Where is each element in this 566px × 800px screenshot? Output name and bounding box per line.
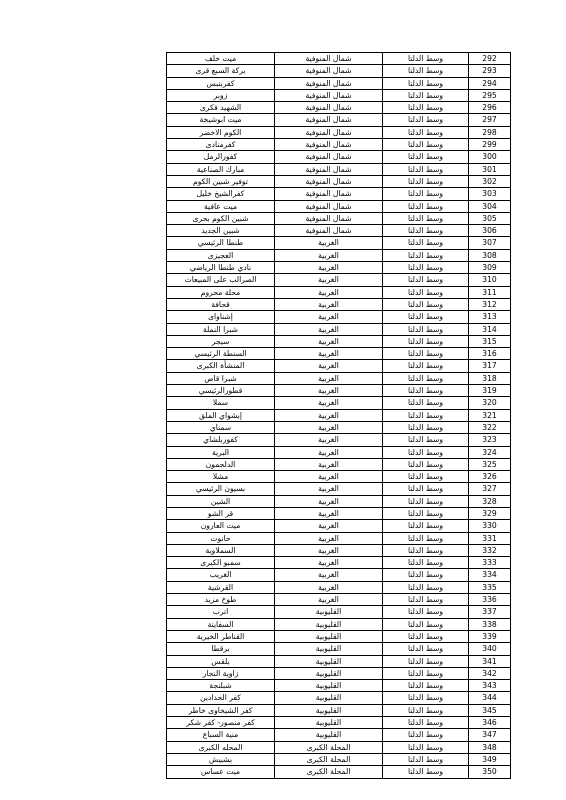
row-number-cell: 334 (469, 569, 511, 581)
row-number-cell: 314 (469, 323, 511, 335)
governorate-cell: الغربية (275, 323, 383, 335)
governorate-cell: القليوبية (275, 692, 383, 704)
region-cell: وسط الدلتا (383, 323, 469, 335)
region-cell: وسط الدلتا (383, 348, 469, 360)
center-name-cell: كفرمنادى (167, 139, 275, 151)
center-name-cell: حانوت (167, 532, 275, 544)
table-row (167, 237, 511, 249)
region-cell: وسط الدلتا (383, 65, 469, 77)
governorate-cell: الغربية (275, 483, 383, 495)
center-name-cell: مبارك الصناعية (167, 163, 275, 175)
governorate-cell: القليوبية (275, 655, 383, 667)
governorate-cell: الغربية (275, 286, 383, 298)
center-name-cell: شبرا النملة (167, 323, 275, 335)
region-cell: وسط الدلتا (383, 114, 469, 126)
region-cell: وسط الدلتا (383, 507, 469, 519)
region-cell: وسط الدلتا (383, 274, 469, 286)
governorate-cell: الغربية (275, 298, 383, 310)
governorate-cell: المحلة الكبرى (275, 741, 383, 753)
table-row (167, 397, 511, 409)
region-cell: وسط الدلتا (383, 581, 469, 593)
governorate-cell: الغربية (275, 335, 383, 347)
center-name-cell: شبلنجة (167, 680, 275, 692)
table-row (167, 163, 511, 175)
governorate-cell: شمال المنوفية (275, 175, 383, 187)
governorate-cell: الغربية (275, 446, 383, 458)
table-row (167, 175, 511, 187)
governorate-cell: شمال المنوفية (275, 163, 383, 175)
governorate-cell: القليوبية (275, 680, 383, 692)
row-number-cell: 329 (469, 507, 511, 519)
region-cell: وسط الدلتا (383, 397, 469, 409)
governorate-cell: شمال المنوفية (275, 65, 383, 77)
row-number-cell: 337 (469, 606, 511, 618)
center-name-cell: المنشأة الكبرى (167, 360, 275, 372)
row-number-cell: 293 (469, 65, 511, 77)
table-row (167, 102, 511, 114)
governorate-cell: الغربية (275, 458, 383, 470)
governorate-cell: شمال المنوفية (275, 139, 383, 151)
governorate-cell: الغربية (275, 397, 383, 409)
table-row (167, 704, 511, 716)
region-cell: وسط الدلتا (383, 237, 469, 249)
region-cell: وسط الدلتا (383, 409, 469, 421)
center-name-cell: الكوم الاخضر (167, 126, 275, 138)
table-row (167, 200, 511, 212)
row-number-cell: 300 (469, 151, 511, 163)
table-row (167, 741, 511, 753)
region-cell: وسط الدلتا (383, 569, 469, 581)
center-name-cell: بلقس (167, 655, 275, 667)
table-row (167, 139, 511, 151)
row-number-cell: 302 (469, 175, 511, 187)
governorate-cell: الغربية (275, 360, 383, 372)
region-cell: وسط الدلتا (383, 704, 469, 716)
table-row (167, 409, 511, 421)
center-name-cell: بركة السبع قرى (167, 65, 275, 77)
region-cell: وسط الدلتا (383, 667, 469, 679)
row-number-cell: 309 (469, 262, 511, 274)
center-name-cell: كفر الحدادين (167, 692, 275, 704)
center-name-cell: ميت العارون (167, 520, 275, 532)
region-cell: وسط الدلتا (383, 544, 469, 556)
region-cell: وسط الدلتا (383, 753, 469, 765)
governorate-cell: شمال المنوفية (275, 212, 383, 224)
governorate-cell: الغربية (275, 348, 383, 360)
region-cell: وسط الدلتا (383, 139, 469, 151)
center-name-cell: المحله الكبرى (167, 741, 275, 753)
region-cell: وسط الدلتا (383, 655, 469, 667)
table-row (167, 458, 511, 470)
row-number-cell: 297 (469, 114, 511, 126)
row-number-cell: 348 (469, 741, 511, 753)
table-row (167, 766, 511, 778)
region-cell: وسط الدلتا (383, 225, 469, 237)
center-name-cell: بسيون الرئيسي (167, 483, 275, 495)
row-number-cell: 344 (469, 692, 511, 704)
center-name-cell: اترب (167, 606, 275, 618)
table-row (167, 667, 511, 679)
table-row (167, 212, 511, 224)
row-number-cell: 326 (469, 471, 511, 483)
center-name-cell: مشلا (167, 471, 275, 483)
governorate-cell: القليوبية (275, 704, 383, 716)
row-number-cell: 333 (469, 557, 511, 569)
table-row (167, 225, 511, 237)
governorate-cell: الغربية (275, 274, 383, 286)
row-number-cell: 294 (469, 77, 511, 89)
region-cell: وسط الدلتا (383, 471, 469, 483)
table-row (167, 385, 511, 397)
center-name-cell: بشبيش (167, 753, 275, 765)
center-name-cell: سيجر (167, 335, 275, 347)
center-name-cell: منية السباع (167, 729, 275, 741)
governorate-cell: الغربية (275, 249, 383, 261)
row-number-cell: 316 (469, 348, 511, 360)
center-name-cell: قر الشو (167, 507, 275, 519)
centers-table (166, 52, 511, 779)
region-cell: وسط الدلتا (383, 286, 469, 298)
row-number-cell: 306 (469, 225, 511, 237)
region-cell: وسط الدلتا (383, 766, 469, 778)
governorate-cell: القليوبية (275, 618, 383, 630)
table-row (167, 348, 511, 360)
region-cell: وسط الدلتا (383, 741, 469, 753)
row-number-cell: 311 (469, 286, 511, 298)
governorate-cell: القليوبية (275, 643, 383, 655)
region-cell: وسط الدلتا (383, 372, 469, 384)
governorate-cell: القليوبية (275, 717, 383, 729)
center-name-cell: برقطا (167, 643, 275, 655)
table-row (167, 569, 511, 581)
row-number-cell: 342 (469, 667, 511, 679)
table-row (167, 692, 511, 704)
region-cell: وسط الدلتا (383, 249, 469, 261)
region-cell: وسط الدلتا (383, 717, 469, 729)
table-row (167, 717, 511, 729)
row-number-cell: 312 (469, 298, 511, 310)
region-cell: وسط الدلتا (383, 175, 469, 187)
region-cell: وسط الدلتا (383, 77, 469, 89)
governorate-cell: المحلة الكبرى (275, 766, 383, 778)
table-row (167, 311, 511, 323)
row-number-cell: 305 (469, 212, 511, 224)
row-number-cell: 323 (469, 434, 511, 446)
row-number-cell: 325 (469, 458, 511, 470)
table-row (167, 65, 511, 77)
table-row (167, 335, 511, 347)
row-number-cell: 340 (469, 643, 511, 655)
region-cell: وسط الدلتا (383, 434, 469, 446)
governorate-cell: القليوبية (275, 667, 383, 679)
governorate-cell: الغربية (275, 434, 383, 446)
row-number-cell: 321 (469, 409, 511, 421)
region-cell: وسط الدلتا (383, 421, 469, 433)
region-cell: وسط الدلتا (383, 618, 469, 630)
table-row (167, 286, 511, 298)
centers-table-body (167, 53, 511, 779)
table-row (167, 298, 511, 310)
table-row (167, 77, 511, 89)
region-cell: وسط الدلتا (383, 680, 469, 692)
row-number-cell: 319 (469, 385, 511, 397)
governorate-cell: المحلة الكبرى (275, 753, 383, 765)
region-cell: وسط الدلتا (383, 606, 469, 618)
region-cell: وسط الدلتا (383, 458, 469, 470)
center-name-cell: سمناي (167, 421, 275, 433)
center-name-cell: كفر منصور- كفر شكر (167, 717, 275, 729)
center-name-cell: إبشواي الملق (167, 409, 275, 421)
table-row (167, 53, 511, 65)
row-number-cell: 345 (469, 704, 511, 716)
center-name-cell: كفربتبس (167, 77, 275, 89)
row-number-cell: 308 (469, 249, 511, 261)
governorate-cell: شمال المنوفية (275, 151, 383, 163)
table-row (167, 188, 511, 200)
table-row (167, 520, 511, 532)
center-name-cell: ميت خلف (167, 53, 275, 65)
center-name-cell: توفير شبين الكوم (167, 175, 275, 187)
center-name-cell: ميت ابوشيخة (167, 114, 275, 126)
row-number-cell: 350 (469, 766, 511, 778)
row-number-cell: 296 (469, 102, 511, 114)
center-name-cell: السنطة الرئيسي (167, 348, 275, 360)
row-number-cell: 336 (469, 594, 511, 606)
governorate-cell: الغربية (275, 581, 383, 593)
row-number-cell: 335 (469, 581, 511, 593)
region-cell: وسط الدلتا (383, 212, 469, 224)
table-row (167, 630, 511, 642)
center-name-cell: قطورالرئيسي (167, 385, 275, 397)
center-name-cell: سمبو الكبرى (167, 557, 275, 569)
center-name-cell: الصرالب على المبيعات (167, 274, 275, 286)
center-name-cell: طوخ مزيد (167, 594, 275, 606)
table-row (167, 323, 511, 335)
row-number-cell: 317 (469, 360, 511, 372)
center-name-cell: شبين الجديد (167, 225, 275, 237)
table-row (167, 372, 511, 384)
row-number-cell: 347 (469, 729, 511, 741)
region-cell: وسط الدلتا (383, 692, 469, 704)
governorate-cell: الغربية (275, 544, 383, 556)
table-row (167, 507, 511, 519)
center-name-cell: القناطر الخيرية (167, 630, 275, 642)
table-row (167, 655, 511, 667)
governorate-cell: شمال المنوفية (275, 126, 383, 138)
governorate-cell: القليوبية (275, 729, 383, 741)
row-number-cell: 339 (469, 630, 511, 642)
center-name-cell: الدلجمون (167, 458, 275, 470)
row-number-cell: 304 (469, 200, 511, 212)
table-row (167, 434, 511, 446)
governorate-cell: الغربية (275, 372, 383, 384)
center-name-cell: الغريب (167, 569, 275, 581)
table-row (167, 114, 511, 126)
governorate-cell: شمال المنوفية (275, 225, 383, 237)
table-row (167, 729, 511, 741)
governorate-cell: الغربية (275, 421, 383, 433)
region-cell: وسط الدلتا (383, 151, 469, 163)
table-row (167, 618, 511, 630)
row-number-cell: 292 (469, 53, 511, 65)
governorate-cell: الغربية (275, 594, 383, 606)
region-cell: وسط الدلتا (383, 729, 469, 741)
center-name-cell: الشهيد فكرى (167, 102, 275, 114)
table-row (167, 532, 511, 544)
row-number-cell: 346 (469, 717, 511, 729)
center-name-cell: الشين (167, 495, 275, 507)
governorate-cell: شمال المنوفية (275, 102, 383, 114)
region-cell: وسط الدلتا (383, 360, 469, 372)
center-name-cell: سملا (167, 397, 275, 409)
row-number-cell: 343 (469, 680, 511, 692)
center-name-cell: كفر الشيخاوى خاطر (167, 704, 275, 716)
region-cell: وسط الدلتا (383, 311, 469, 323)
row-number-cell: 318 (469, 372, 511, 384)
center-name-cell: طنطا الرئيسي (167, 237, 275, 249)
table-row (167, 483, 511, 495)
row-number-cell: 315 (469, 335, 511, 347)
governorate-cell: شمال المنوفية (275, 188, 383, 200)
governorate-cell: شمال المنوفية (275, 53, 383, 65)
region-cell: وسط الدلتا (383, 298, 469, 310)
table-row (167, 606, 511, 618)
region-cell: وسط الدلتا (383, 495, 469, 507)
center-name-cell: زوبر (167, 89, 275, 101)
row-number-cell: 299 (469, 139, 511, 151)
table-row (167, 360, 511, 372)
governorate-cell: الغربية (275, 507, 383, 519)
table-row (167, 151, 511, 163)
table-row (167, 262, 511, 274)
region-cell: وسط الدلتا (383, 520, 469, 532)
governorate-cell: الغربية (275, 409, 383, 421)
region-cell: وسط الدلتا (383, 446, 469, 458)
row-number-cell: 327 (469, 483, 511, 495)
table-row (167, 126, 511, 138)
governorate-cell: القليوبية (275, 606, 383, 618)
region-cell: وسط الدلتا (383, 335, 469, 347)
row-number-cell: 331 (469, 532, 511, 544)
governorate-cell: شمال المنوفية (275, 77, 383, 89)
row-number-cell: 320 (469, 397, 511, 409)
row-number-cell: 328 (469, 495, 511, 507)
governorate-cell: الغربية (275, 520, 383, 532)
governorate-cell: الغربية (275, 471, 383, 483)
table-row (167, 89, 511, 101)
table-row (167, 274, 511, 286)
governorate-cell: الغربية (275, 385, 383, 397)
governorate-cell: شمال المنوفية (275, 200, 383, 212)
center-name-cell: القرشية (167, 581, 275, 593)
center-name-cell: ميت عساس (167, 766, 275, 778)
table-row (167, 446, 511, 458)
governorate-cell: شمال المنوفية (275, 89, 383, 101)
center-name-cell: السملاوية (167, 544, 275, 556)
center-name-cell: ميت عافية (167, 200, 275, 212)
governorate-cell: الغربية (275, 532, 383, 544)
row-number-cell: 310 (469, 274, 511, 286)
row-number-cell: 349 (469, 753, 511, 765)
center-name-cell: العجيزى (167, 249, 275, 261)
region-cell: وسط الدلتا (383, 483, 469, 495)
region-cell: وسط الدلتا (383, 126, 469, 138)
region-cell: وسط الدلتا (383, 630, 469, 642)
region-cell: وسط الدلتا (383, 262, 469, 274)
region-cell: وسط الدلتا (383, 532, 469, 544)
region-cell: وسط الدلتا (383, 163, 469, 175)
center-name-cell: نادي طنطا الرياضي (167, 262, 275, 274)
table-row (167, 249, 511, 261)
governorate-cell: الغربية (275, 495, 383, 507)
row-number-cell: 303 (469, 188, 511, 200)
center-name-cell: كفرالشيخ خليل (167, 188, 275, 200)
center-name-cell: شبين الكوم بحرى (167, 212, 275, 224)
table-row (167, 471, 511, 483)
table-row (167, 594, 511, 606)
region-cell: وسط الدلتا (383, 385, 469, 397)
center-name-cell: كفوربلشاي (167, 434, 275, 446)
center-name-cell: السفاينة (167, 618, 275, 630)
region-cell: وسط الدلتا (383, 102, 469, 114)
table-row (167, 557, 511, 569)
governorate-cell: الغربية (275, 311, 383, 323)
region-cell: وسط الدلتا (383, 643, 469, 655)
table-row (167, 581, 511, 593)
row-number-cell: 301 (469, 163, 511, 175)
center-name-cell: زاوية النجار (167, 667, 275, 679)
region-cell: وسط الدلتا (383, 594, 469, 606)
table-row (167, 495, 511, 507)
governorate-cell: الغربية (275, 557, 383, 569)
row-number-cell: 341 (469, 655, 511, 667)
center-name-cell: البرية (167, 446, 275, 458)
region-cell: وسط الدلتا (383, 557, 469, 569)
governorate-cell: شمال المنوفية (275, 114, 383, 126)
row-number-cell: 324 (469, 446, 511, 458)
row-number-cell: 313 (469, 311, 511, 323)
region-cell: وسط الدلتا (383, 53, 469, 65)
row-number-cell: 298 (469, 126, 511, 138)
row-number-cell: 338 (469, 618, 511, 630)
table-row (167, 544, 511, 556)
center-name-cell: إشناواى (167, 311, 275, 323)
table-row (167, 643, 511, 655)
governorate-cell: الغربية (275, 569, 383, 581)
row-number-cell: 322 (469, 421, 511, 433)
governorate-cell: الغربية (275, 237, 383, 249)
table-row (167, 680, 511, 692)
row-number-cell: 332 (469, 544, 511, 556)
center-name-cell: شبرا قاص (167, 372, 275, 384)
governorate-cell: الغربية (275, 262, 383, 274)
region-cell: وسط الدلتا (383, 188, 469, 200)
region-cell: وسط الدلتا (383, 200, 469, 212)
center-name-cell: محلة محروم (167, 286, 275, 298)
center-name-cell: قحافة (167, 298, 275, 310)
row-number-cell: 295 (469, 89, 511, 101)
table-row (167, 753, 511, 765)
center-name-cell: كفورالرمل (167, 151, 275, 163)
table-row (167, 421, 511, 433)
region-cell: وسط الدلتا (383, 89, 469, 101)
row-number-cell: 330 (469, 520, 511, 532)
row-number-cell: 307 (469, 237, 511, 249)
governorate-cell: القليوبية (275, 630, 383, 642)
